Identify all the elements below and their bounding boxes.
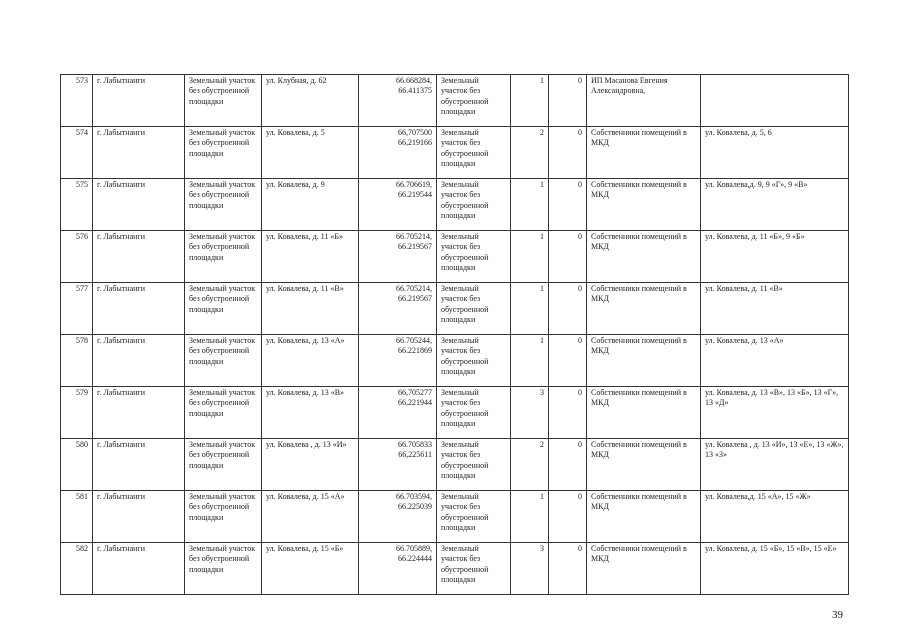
row-number: 579 bbox=[61, 387, 93, 439]
address-cell: ул. Ковалева, д. 15 «А» bbox=[262, 491, 359, 543]
row-number: 575 bbox=[61, 179, 93, 231]
object-type-cell: Земельный участок без обустроенной площадки bbox=[185, 387, 262, 439]
surface-kind-cell: Земельный участок без обустроенной площадки bbox=[437, 75, 511, 127]
served-objects-cell: ул. Ковалева, д. 13 «В», 13 «Б», 13 «Г», 13 «Д» bbox=[701, 387, 849, 439]
city-cell: г. Лабытнанги bbox=[93, 387, 185, 439]
owner-cell: Собственники помещений в МКД bbox=[587, 491, 701, 543]
table-row bbox=[61, 543, 849, 595]
volume-cell: 0 bbox=[549, 231, 587, 283]
served-objects-cell: ул. Ковалева, д. 15 «Б», 15 «В», 15 «Е» bbox=[701, 543, 849, 595]
address-cell: ул. Ковалева, д. 13 «А» bbox=[262, 335, 359, 387]
row-number: 578 bbox=[61, 335, 93, 387]
container-count-cell: 2 bbox=[511, 439, 549, 491]
object-type-cell: Земельный участок без обустроенной площадки bbox=[185, 491, 262, 543]
page-number: 39 bbox=[832, 609, 843, 621]
row-number: 580 bbox=[61, 439, 93, 491]
surface-kind-cell: Земельный участок без обустроенной площадки bbox=[437, 491, 511, 543]
coordinates-cell: 66.705214, 66.219567 bbox=[359, 283, 437, 335]
table-row bbox=[61, 439, 849, 491]
surface-kind-cell: Земельный участок без обустроенной площадки bbox=[437, 231, 511, 283]
volume-cell: 0 bbox=[549, 543, 587, 595]
container-count-cell: 1 bbox=[511, 179, 549, 231]
surface-kind-cell: Земельный участок без обустроенной площадки bbox=[437, 179, 511, 231]
owner-cell: Собственники помещений в МКД bbox=[587, 335, 701, 387]
coordinates-cell: 66,705277 66,221944 bbox=[359, 387, 437, 439]
volume-cell: 0 bbox=[549, 127, 587, 179]
served-objects-cell: ул. Ковалева, д. 11 «В» bbox=[701, 283, 849, 335]
city-cell: г. Лабытнанги bbox=[93, 439, 185, 491]
registry-table bbox=[60, 74, 849, 595]
coordinates-cell: 66.703594, 66.225039 bbox=[359, 491, 437, 543]
object-type-cell: Земельный участок без обустроенной площадки bbox=[185, 543, 262, 595]
object-type-cell: Земельный участок без обустроенной площадки bbox=[185, 335, 262, 387]
table-body bbox=[61, 75, 849, 595]
object-type-cell: Земельный участок без обустроенной площадки bbox=[185, 283, 262, 335]
served-objects-cell bbox=[701, 75, 849, 127]
address-cell: ул. Ковалева, д. 15 «Б» bbox=[262, 543, 359, 595]
container-count-cell: 2 bbox=[511, 127, 549, 179]
owner-cell: ИП Масанова Евгения Александровна, bbox=[587, 75, 701, 127]
table-row bbox=[61, 491, 849, 543]
row-number: 576 bbox=[61, 231, 93, 283]
coordinates-cell: 66.705244, 66.221869 bbox=[359, 335, 437, 387]
owner-cell: Собственники помещений в МКД bbox=[587, 231, 701, 283]
city-cell: г. Лабытнанги bbox=[93, 335, 185, 387]
row-number: 582 bbox=[61, 543, 93, 595]
container-count-cell: 1 bbox=[511, 283, 549, 335]
city-cell: г. Лабытнанги bbox=[93, 543, 185, 595]
owner-cell: Собственники помещений в МКД bbox=[587, 283, 701, 335]
table-row bbox=[61, 283, 849, 335]
city-cell: г. Лабытнанги bbox=[93, 127, 185, 179]
volume-cell: 0 bbox=[549, 439, 587, 491]
surface-kind-cell: Земельный участок без обустроенной площадки bbox=[437, 127, 511, 179]
volume-cell: 0 bbox=[549, 491, 587, 543]
volume-cell: 0 bbox=[549, 335, 587, 387]
city-cell: г. Лабытнанги bbox=[93, 283, 185, 335]
row-number: 577 bbox=[61, 283, 93, 335]
city-cell: г. Лабытнанги bbox=[93, 231, 185, 283]
coordinates-cell: 66.705833 66,225611 bbox=[359, 439, 437, 491]
address-cell: ул. Ковалева, д. 11 «Б» bbox=[262, 231, 359, 283]
address-cell: ул. Ковалева, д. 11 «В» bbox=[262, 283, 359, 335]
surface-kind-cell: Земельный участок без обустроенной площадки bbox=[437, 439, 511, 491]
coordinates-cell: 66.705214, 66.219567 bbox=[359, 231, 437, 283]
address-cell: ул. Ковалева, д. 13 «В» bbox=[262, 387, 359, 439]
object-type-cell: Земельный участок без обустроенной площадки bbox=[185, 231, 262, 283]
owner-cell: Собственники помещений в МКД bbox=[587, 543, 701, 595]
address-cell: ул. Ковалева , д. 13 «И» bbox=[262, 439, 359, 491]
owner-cell: Собственники помещений в МКД bbox=[587, 127, 701, 179]
served-objects-cell: ул. Ковалева, д. 5, 6 bbox=[701, 127, 849, 179]
container-count-cell: 1 bbox=[511, 75, 549, 127]
owner-cell: Собственники помещений в МКД bbox=[587, 439, 701, 491]
served-objects-cell: ул. Ковалева,д. 15 «А», 15 «Ж» bbox=[701, 491, 849, 543]
address-cell: ул. Ковалева, д. 5 bbox=[262, 127, 359, 179]
address-cell: ул. Ковалева, д. 9 bbox=[262, 179, 359, 231]
container-count-cell: 1 bbox=[511, 491, 549, 543]
object-type-cell: Земельный участок без обустроенной площадки bbox=[185, 439, 262, 491]
volume-cell: 0 bbox=[549, 75, 587, 127]
address-cell: ул. Клубная, д. 62 bbox=[262, 75, 359, 127]
surface-kind-cell: Земельный участок без обустроенной площадки bbox=[437, 543, 511, 595]
object-type-cell: Земельный участок без обустроенной площадки bbox=[185, 75, 262, 127]
owner-cell: Собственники помещений в МКД bbox=[587, 179, 701, 231]
coordinates-cell: 66.668284, 66.411375 bbox=[359, 75, 437, 127]
object-type-cell: Земельный участок без обустроенной площадки bbox=[185, 127, 262, 179]
city-cell: г. Лабытнанги bbox=[93, 491, 185, 543]
surface-kind-cell: Земельный участок без обустроенной площадки bbox=[437, 283, 511, 335]
volume-cell: 0 bbox=[549, 179, 587, 231]
served-objects-cell: ул. Ковалева, д. 11 «Б», 9 «Б» bbox=[701, 231, 849, 283]
volume-cell: 0 bbox=[549, 387, 587, 439]
city-cell: г. Лабытнанги bbox=[93, 179, 185, 231]
table-row bbox=[61, 179, 849, 231]
coordinates-cell: 66.706619, 66.219544 bbox=[359, 179, 437, 231]
container-count-cell: 1 bbox=[511, 231, 549, 283]
served-objects-cell: ул. Ковалева, д. 13 «А» bbox=[701, 335, 849, 387]
table-row bbox=[61, 127, 849, 179]
table-row bbox=[61, 387, 849, 439]
container-count-cell: 3 bbox=[511, 387, 549, 439]
coordinates-cell: 66.705889, 66.224444 bbox=[359, 543, 437, 595]
coordinates-cell: 66,707500 66,219166 bbox=[359, 127, 437, 179]
served-objects-cell: ул. Ковалева,д. 9, 9 «Г», 9 «В» bbox=[701, 179, 849, 231]
table-row bbox=[61, 231, 849, 283]
container-count-cell: 3 bbox=[511, 543, 549, 595]
container-count-cell: 1 bbox=[511, 335, 549, 387]
served-objects-cell: ул. Ковалева , д. 13 «И», 13 «Е», 13 «Ж», 13 «З» bbox=[701, 439, 849, 491]
row-number: 573 bbox=[61, 75, 93, 127]
city-cell: г. Лабытнанги bbox=[93, 75, 185, 127]
surface-kind-cell: Земельный участок без обустроенной площадки bbox=[437, 335, 511, 387]
surface-kind-cell: Земельный участок без обустроенной площадки bbox=[437, 387, 511, 439]
table-row bbox=[61, 75, 849, 127]
object-type-cell: Земельный участок без обустроенной площадки bbox=[185, 179, 262, 231]
row-number: 581 bbox=[61, 491, 93, 543]
owner-cell: Собственники помещений в МКД bbox=[587, 387, 701, 439]
volume-cell: 0 bbox=[549, 283, 587, 335]
table-row bbox=[61, 335, 849, 387]
row-number: 574 bbox=[61, 127, 93, 179]
